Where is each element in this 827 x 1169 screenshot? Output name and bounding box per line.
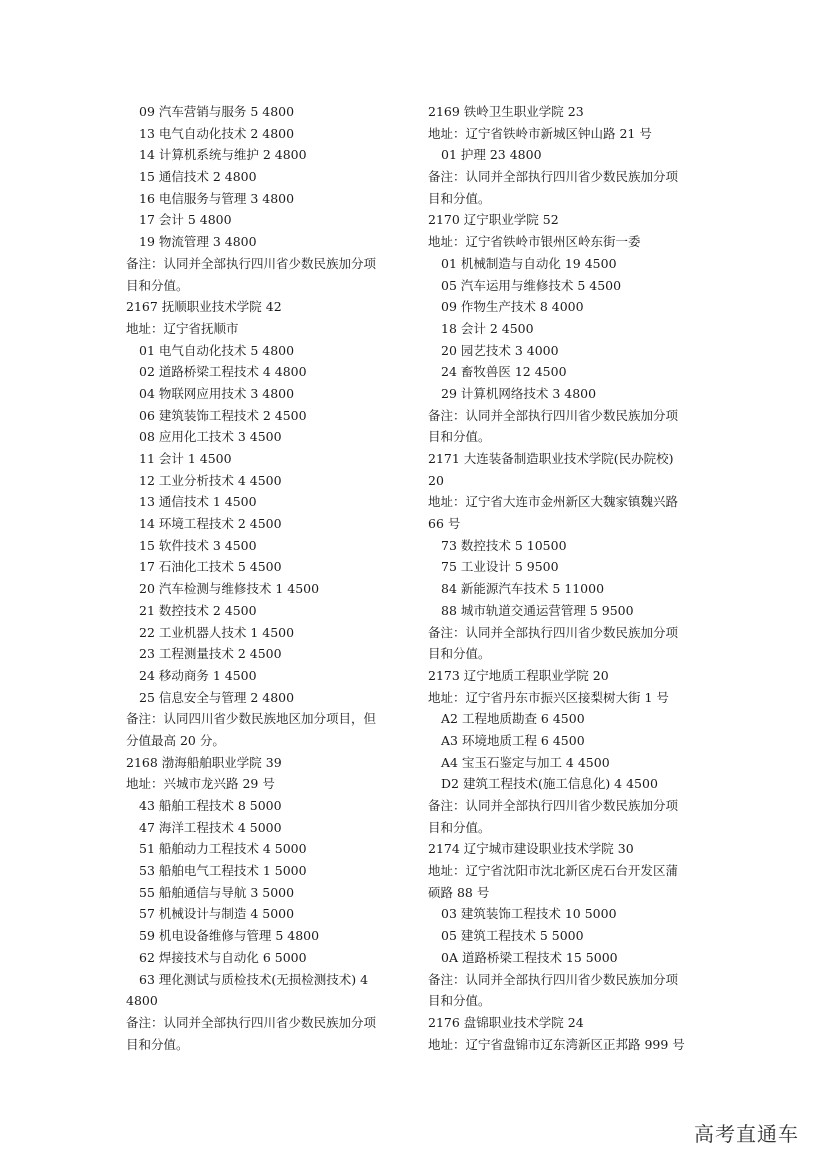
major-line: 22 工业机器人技术 1 4500	[139, 624, 295, 640]
major-line: 57 机械设计与制造 4 5000	[139, 906, 295, 922]
major-line: 53 船舶电气工程技术 1 5000	[139, 863, 307, 879]
text-line: 目和分值。	[428, 819, 491, 835]
text-line: 备注：认同并全部执行四川省少数民族加分项	[126, 1014, 377, 1030]
major-line: 25 信息安全与管理 2 4800	[139, 689, 295, 705]
major-line: A4 宝玉石鉴定与加工 4 4500	[441, 754, 610, 770]
major-line: 19 物流管理 3 4800	[139, 234, 257, 250]
major-line: A3 环境地质工程 6 4500	[441, 732, 585, 748]
major-line: 13 电气自动化技术 2 4800	[139, 125, 295, 141]
text-line: 目和分值。	[126, 1036, 189, 1052]
text-line: 地址：辽宁省丹东市振兴区接梨树大街 1 号	[428, 689, 669, 705]
text-line: 地址：辽宁省抚顺市	[126, 320, 239, 336]
major-line: 02 道路桥梁工程技术 4 4800	[139, 364, 307, 380]
text-line: 备注：认同四川省少数民族地区加分项目，但	[126, 711, 377, 727]
text-line: 2171 大连装备制造职业技术学院(民办院校)	[428, 451, 674, 466]
major-line: 23 工程测量技术 2 4500	[139, 646, 282, 662]
text-line: 地址：辽宁省铁岭市新城区钟山路 21 号	[428, 125, 652, 141]
text-line: 地址：辽宁省盘锦市辽东湾新区正邦路 999 号	[428, 1036, 685, 1052]
text-line: 4800	[126, 993, 158, 1009]
major-line: 14 环境工程技术 2 4500	[139, 516, 282, 532]
text-line: 2168 渤海船舶职业学院 39	[126, 754, 282, 770]
major-line: 17 会计 5 4800	[139, 212, 232, 228]
major-line: 06 建筑装饰工程技术 2 4500	[139, 407, 307, 423]
major-line: 55 船舶通信与导航 3 5000	[139, 884, 295, 900]
major-line: 84 新能源汽车技术 5 11000	[441, 581, 605, 597]
major-line: D2 建筑工程技术(施工信息化) 4 4500	[441, 776, 658, 792]
text-line: 备注：认同并全部执行四川省少数民族加分项	[126, 255, 377, 271]
major-line: 03 建筑装饰工程技术 10 5000	[441, 906, 617, 922]
major-line: 09 汽车营销与服务 5 4800	[139, 104, 295, 119]
major-line: 88 城市轨道交通运营管理 5 9500	[441, 602, 634, 618]
major-line: 0A 道路桥梁工程技术 15 5000	[441, 949, 618, 965]
major-line: 43 船舶工程技术 8 5000	[139, 798, 282, 813]
major-line: 62 焊接技术与自动化 6 5000	[139, 949, 307, 965]
text-line: 备注：认同并全部执行四川省少数民族加分项	[428, 169, 679, 185]
text-line: 目和分值。	[428, 993, 491, 1009]
major-line: 20 园艺技术 3 4000	[441, 342, 559, 358]
major-line: 59 机电设备维修与管理 5 4800	[139, 928, 320, 944]
text-line: 66 号	[428, 516, 461, 532]
major-line: 05 建筑工程技术 5 5000	[441, 928, 584, 944]
text-line: 备注：认同并全部执行四川省少数民族加分项	[428, 798, 679, 813]
major-line: 12 工业分析技术 4 4500	[139, 472, 282, 488]
text-line: 2173 辽宁地质工程职业学院 20	[428, 667, 609, 683]
text-line: 2170 辽宁职业学院 52	[428, 212, 559, 228]
text-line: 目和分值。	[428, 429, 491, 445]
major-line: 21 数控技术 2 4500	[139, 602, 257, 618]
major-line: 51 船舶动力工程技术 4 5000	[139, 841, 307, 857]
text-line: 2174 辽宁城市建设职业技术学院 30	[428, 841, 634, 857]
major-line: 47 海洋工程技术 4 5000	[139, 819, 282, 835]
major-line: 01 电气自动化技术 5 4800	[139, 342, 295, 358]
text-line: 备注：认同并全部执行四川省少数民族加分项	[428, 971, 679, 987]
major-line: 01 护理 23 4800	[441, 147, 542, 163]
major-line: 14 计算机系统与维护 2 4800	[139, 147, 307, 163]
major-line: 20 汽车检测与维修技术 1 4500	[139, 581, 320, 597]
text-line: 分值最高 20 分。	[126, 732, 225, 748]
text-line: 2167 抚顺职业技术学院 42	[126, 299, 282, 315]
text-line: 地址：兴城市龙兴路 29 号	[126, 776, 275, 792]
major-line: 73 数控技术 5 10500	[441, 537, 567, 553]
text-line: 备注：认同并全部执行四川省少数民族加分项	[428, 624, 679, 640]
text-line: 硕路 88 号	[428, 884, 490, 900]
text-line: 目和分值。	[428, 190, 491, 206]
major-line: 17 石油化工技术 5 4500	[139, 559, 282, 575]
major-line: 11 会计 1 4500	[139, 451, 232, 466]
right-column	[428, 101, 710, 1055]
text-line: 20	[428, 472, 444, 488]
text-line: 地址：辽宁省沈阳市沈北新区虎石台开发区蒲	[428, 863, 679, 879]
major-line: 01 机械制造与自动化 19 4500	[441, 255, 617, 271]
major-line: 24 移动商务 1 4500	[139, 667, 257, 683]
major-line: 15 通信技术 2 4800	[139, 169, 257, 185]
text-line: 2169 铁岭卫生职业学院 23	[428, 104, 584, 119]
major-line: 09 作物生产技术 8 4000	[441, 299, 584, 315]
text-line: 目和分值。	[126, 277, 189, 293]
major-line: 29 计算机网络技术 3 4800	[441, 385, 597, 401]
major-line: 75 工业设计 5 9500	[441, 559, 559, 575]
text-line: 目和分值。	[428, 646, 491, 662]
major-line: A2 工程地质勘查 6 4500	[441, 711, 585, 727]
major-line: 08 应用化工技术 3 4500	[139, 429, 282, 445]
watermark-text: 高考直通车	[694, 1122, 799, 1146]
major-line: 13 通信技术 1 4500	[139, 494, 257, 510]
text-line: 地址：辽宁省铁岭市银州区岭东街一委	[428, 234, 641, 250]
text-line: 备注：认同并全部执行四川省少数民族加分项	[428, 407, 679, 423]
major-line: 05 汽车运用与维修技术 5 4500	[441, 277, 622, 293]
major-line: 16 电信服务与管理 3 4800	[139, 190, 295, 206]
major-line: 04 物联网应用技术 3 4800	[139, 385, 295, 401]
text-line: 2176 盘锦职业技术学院 24	[428, 1014, 584, 1030]
left-column	[126, 101, 408, 1055]
major-line: 18 会计 2 4500	[441, 320, 534, 336]
major-line: 63 理化测试与质检技术(无损检测技术) 4	[139, 971, 369, 987]
text-line: 地址：辽宁省大连市金州新区大魏家镇魏兴路	[428, 494, 679, 510]
major-line: 24 畜牧兽医 12 4500	[441, 364, 567, 380]
major-line: 15 软件技术 3 4500	[139, 537, 257, 553]
